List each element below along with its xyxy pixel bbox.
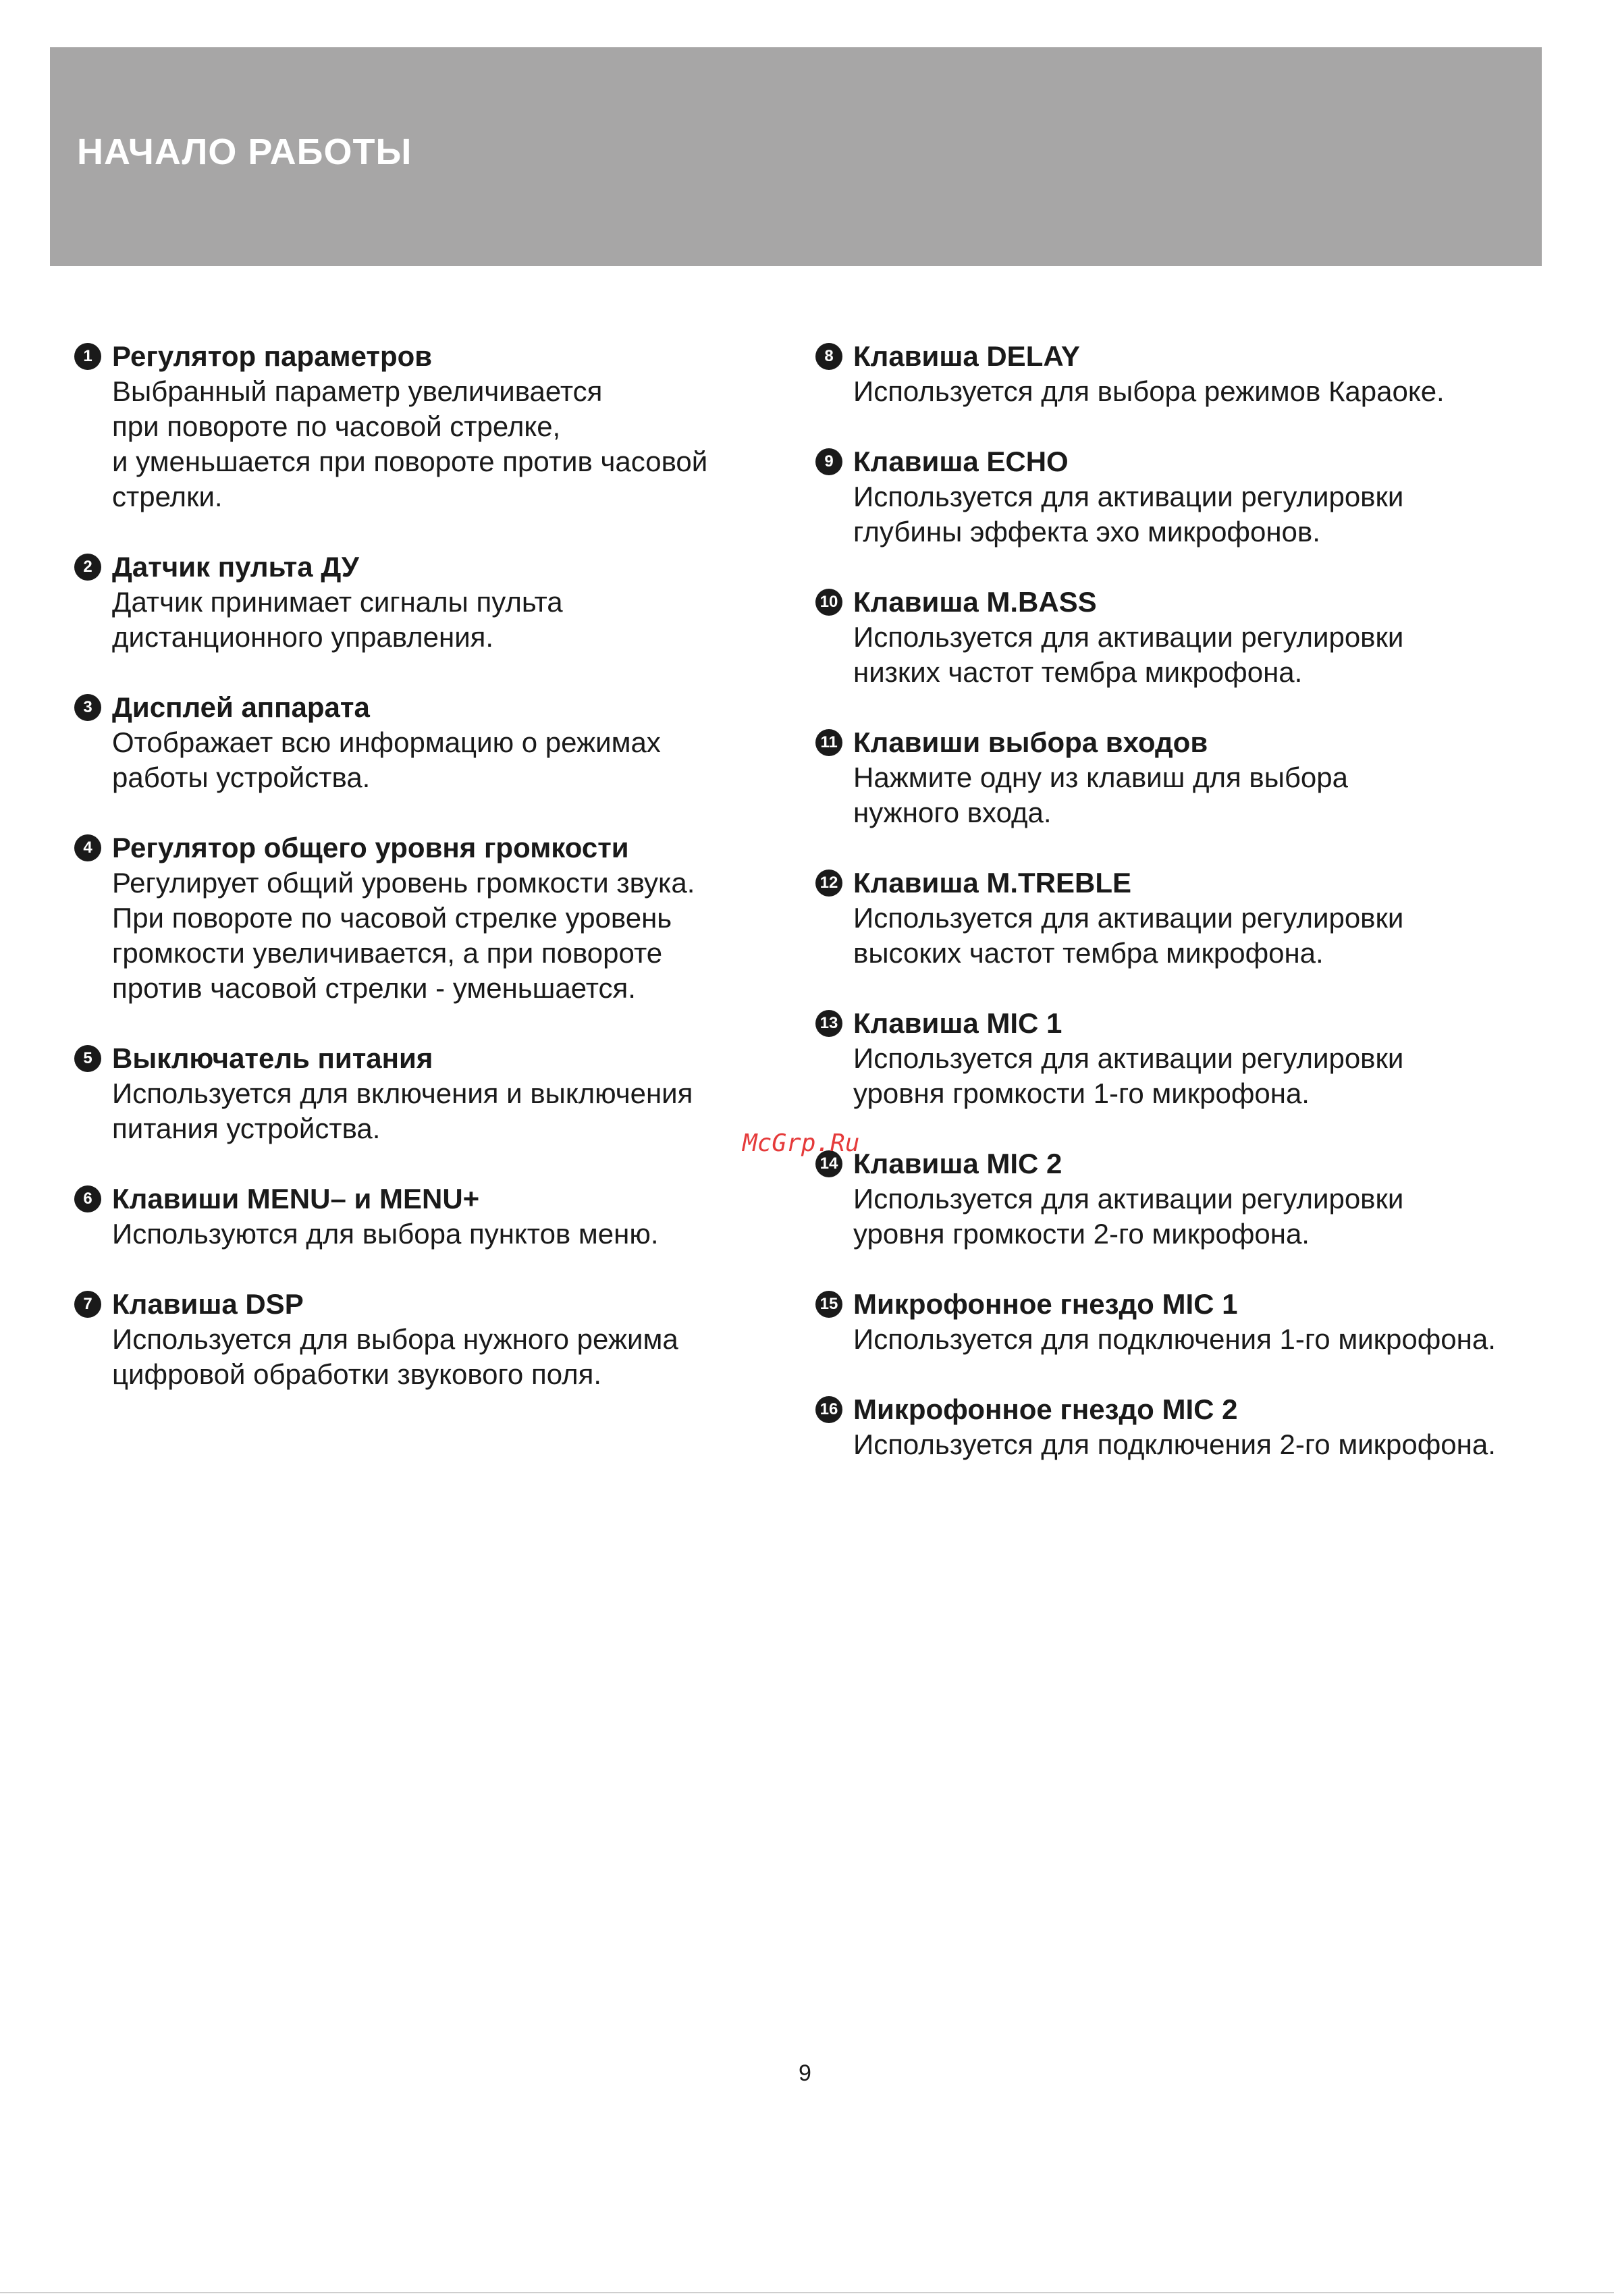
description-line: Регулирует общий уровень громкости звука. xyxy=(112,867,695,899)
description-line: Используются для выбора пунктов меню. xyxy=(112,1218,659,1250)
item-description xyxy=(853,760,1558,830)
item-title xyxy=(74,339,783,374)
number-13-icon: 13 xyxy=(815,1010,842,1037)
description-line: Используется для активации регулировки xyxy=(853,1183,1404,1214)
item-title xyxy=(74,1287,783,1322)
description-line: уровня громкости 1-го микрофона. xyxy=(853,1077,1310,1109)
item-heading: Датчик пульта ДУ xyxy=(112,551,359,583)
number-15-icon: 15 xyxy=(815,1291,842,1318)
item-title xyxy=(74,1181,783,1217)
item-power-switch xyxy=(74,1041,783,1146)
number-2-icon: 2 xyxy=(74,554,101,581)
description-line: при повороте по часовой стрелке, xyxy=(112,410,561,442)
description-line: Используется для выбора режимов Караоке. xyxy=(853,375,1445,407)
description-line: нужного входа. xyxy=(853,797,1052,828)
item-echo-key xyxy=(815,444,1558,550)
item-description xyxy=(112,1322,783,1392)
item-description xyxy=(853,479,1558,550)
item-description xyxy=(853,1041,1558,1111)
item-parameter-knob xyxy=(74,339,783,514)
item-title xyxy=(815,1146,1558,1181)
description-line: Используется для подключения 1-го микрофона. xyxy=(853,1323,1496,1355)
item-title xyxy=(815,339,1558,374)
item-heading: Клавиша DELAY xyxy=(853,340,1080,372)
item-title xyxy=(815,1287,1558,1322)
description-line: стрелки. xyxy=(112,481,223,512)
item-heading: Микрофонное гнездо MIC 2 xyxy=(853,1393,1238,1425)
description-line: Выбранный параметр увеличивается xyxy=(112,375,603,407)
description-line: низких частот тембра микрофона. xyxy=(853,656,1303,688)
description-line: громкости увеличивается, а при повороте xyxy=(112,937,663,969)
item-menu-keys xyxy=(74,1181,783,1252)
number-16-icon: 16 xyxy=(815,1396,842,1423)
item-title xyxy=(815,1006,1558,1041)
description-line: Используется для активации регулировки xyxy=(853,1042,1404,1074)
header-band xyxy=(50,47,1542,266)
item-description xyxy=(112,1217,783,1252)
number-9-icon: 9 xyxy=(815,448,842,475)
description-line: глубины эффекта эхо микрофонов. xyxy=(853,516,1320,548)
item-description xyxy=(112,374,783,514)
number-1-icon: 1 xyxy=(74,343,101,370)
page-title: НАЧАЛО РАБОТЫ xyxy=(77,132,412,172)
item-description xyxy=(853,1322,1558,1357)
watermark-text: McGrp.Ru xyxy=(743,1129,860,1157)
number-14-icon: 14 xyxy=(815,1150,842,1177)
description-line: и уменьшается при повороте против часовой xyxy=(112,446,708,477)
item-description xyxy=(112,585,783,655)
item-description xyxy=(853,374,1558,409)
description-line: Отображает всю информацию о режимах xyxy=(112,726,661,758)
description-line: Используется для активации регулировки xyxy=(853,902,1404,934)
description-line: Используется для включения и выключения xyxy=(112,1077,693,1109)
item-heading: Клавиша M.BASS xyxy=(853,586,1097,618)
description-line: Датчик принимает сигналы пульта xyxy=(112,586,563,618)
item-description xyxy=(853,1181,1558,1252)
item-mtreble-key xyxy=(815,865,1558,971)
description-line: высоких частот тембра микрофона. xyxy=(853,937,1324,969)
item-heading: Клавиша M.TREBLE xyxy=(853,867,1132,899)
description-line: уровня громкости 2-го микрофона. xyxy=(853,1218,1310,1250)
item-master-volume xyxy=(74,830,783,1006)
item-description xyxy=(112,725,783,795)
description-line: цифровой обработки звукового поля. xyxy=(112,1358,602,1390)
item-description xyxy=(853,1427,1558,1462)
item-input-keys xyxy=(815,725,1558,830)
item-heading: Выключатель питания xyxy=(112,1042,433,1074)
item-title xyxy=(815,865,1558,901)
item-description xyxy=(112,1076,783,1146)
item-heading: Регулятор параметров xyxy=(112,340,433,372)
item-heading: Клавиша MIC 1 xyxy=(853,1007,1062,1039)
number-10-icon: 10 xyxy=(815,589,842,616)
description-line: Используется для подключения 2-го микрофона. xyxy=(853,1429,1496,1460)
bottom-divider xyxy=(0,2292,1614,2293)
number-12-icon: 12 xyxy=(815,870,842,897)
item-description xyxy=(853,620,1558,690)
item-mic2-key xyxy=(815,1146,1558,1252)
item-dsp-key xyxy=(74,1287,783,1392)
description-line: Нажмите одну из клавиш для выбора xyxy=(853,762,1349,793)
item-description xyxy=(853,901,1558,971)
description-line: Используется для активации регулировки xyxy=(853,481,1404,512)
number-3-icon: 3 xyxy=(74,694,101,721)
number-4-icon: 4 xyxy=(74,834,101,861)
item-title xyxy=(815,585,1558,620)
item-title xyxy=(815,1392,1558,1427)
item-description xyxy=(112,865,783,1006)
item-title xyxy=(815,725,1558,760)
page-number: 9 xyxy=(799,2060,811,2086)
item-heading: Клавиша ECHO xyxy=(853,446,1069,477)
number-6-icon: 6 xyxy=(74,1185,101,1212)
item-title xyxy=(74,1041,783,1076)
item-mic1-jack xyxy=(815,1287,1558,1357)
description-line: дистанционного управления. xyxy=(112,621,494,653)
item-display xyxy=(74,690,783,795)
item-heading: Микрофонное гнездо MIC 1 xyxy=(853,1288,1238,1320)
item-title xyxy=(74,690,783,725)
item-remote-sensor xyxy=(74,550,783,655)
item-heading: Регулятор общего уровня громкости xyxy=(112,832,629,863)
description-line: Используется для активации регулировки xyxy=(853,621,1404,653)
number-5-icon: 5 xyxy=(74,1045,101,1072)
item-title xyxy=(74,550,783,585)
item-heading: Дисплей аппарата xyxy=(112,691,370,723)
number-7-icon: 7 xyxy=(74,1291,101,1318)
item-mbass-key xyxy=(815,585,1558,690)
item-heading: Клавиши выбора входов xyxy=(853,726,1208,758)
description-line: Используется для выбора нужного режима xyxy=(112,1323,678,1355)
item-mic2-jack xyxy=(815,1392,1558,1462)
description-line: питания устройства. xyxy=(112,1113,381,1144)
item-heading: Клавиши MENU– и MENU+ xyxy=(112,1183,480,1214)
description-line: против часовой стрелки - уменьшается. xyxy=(112,972,636,1004)
item-heading: Клавиша DSP xyxy=(112,1288,304,1320)
item-mic1-key xyxy=(815,1006,1558,1111)
number-8-icon: 8 xyxy=(815,343,842,370)
description-line: работы устройства. xyxy=(112,762,371,793)
item-delay-key xyxy=(815,339,1558,409)
description-line: При повороте по часовой стрелке уровень xyxy=(112,902,672,934)
number-11-icon: 11 xyxy=(815,729,842,756)
item-title xyxy=(815,444,1558,479)
item-title xyxy=(74,830,783,865)
item-heading: Клавиша MIC 2 xyxy=(853,1148,1062,1179)
